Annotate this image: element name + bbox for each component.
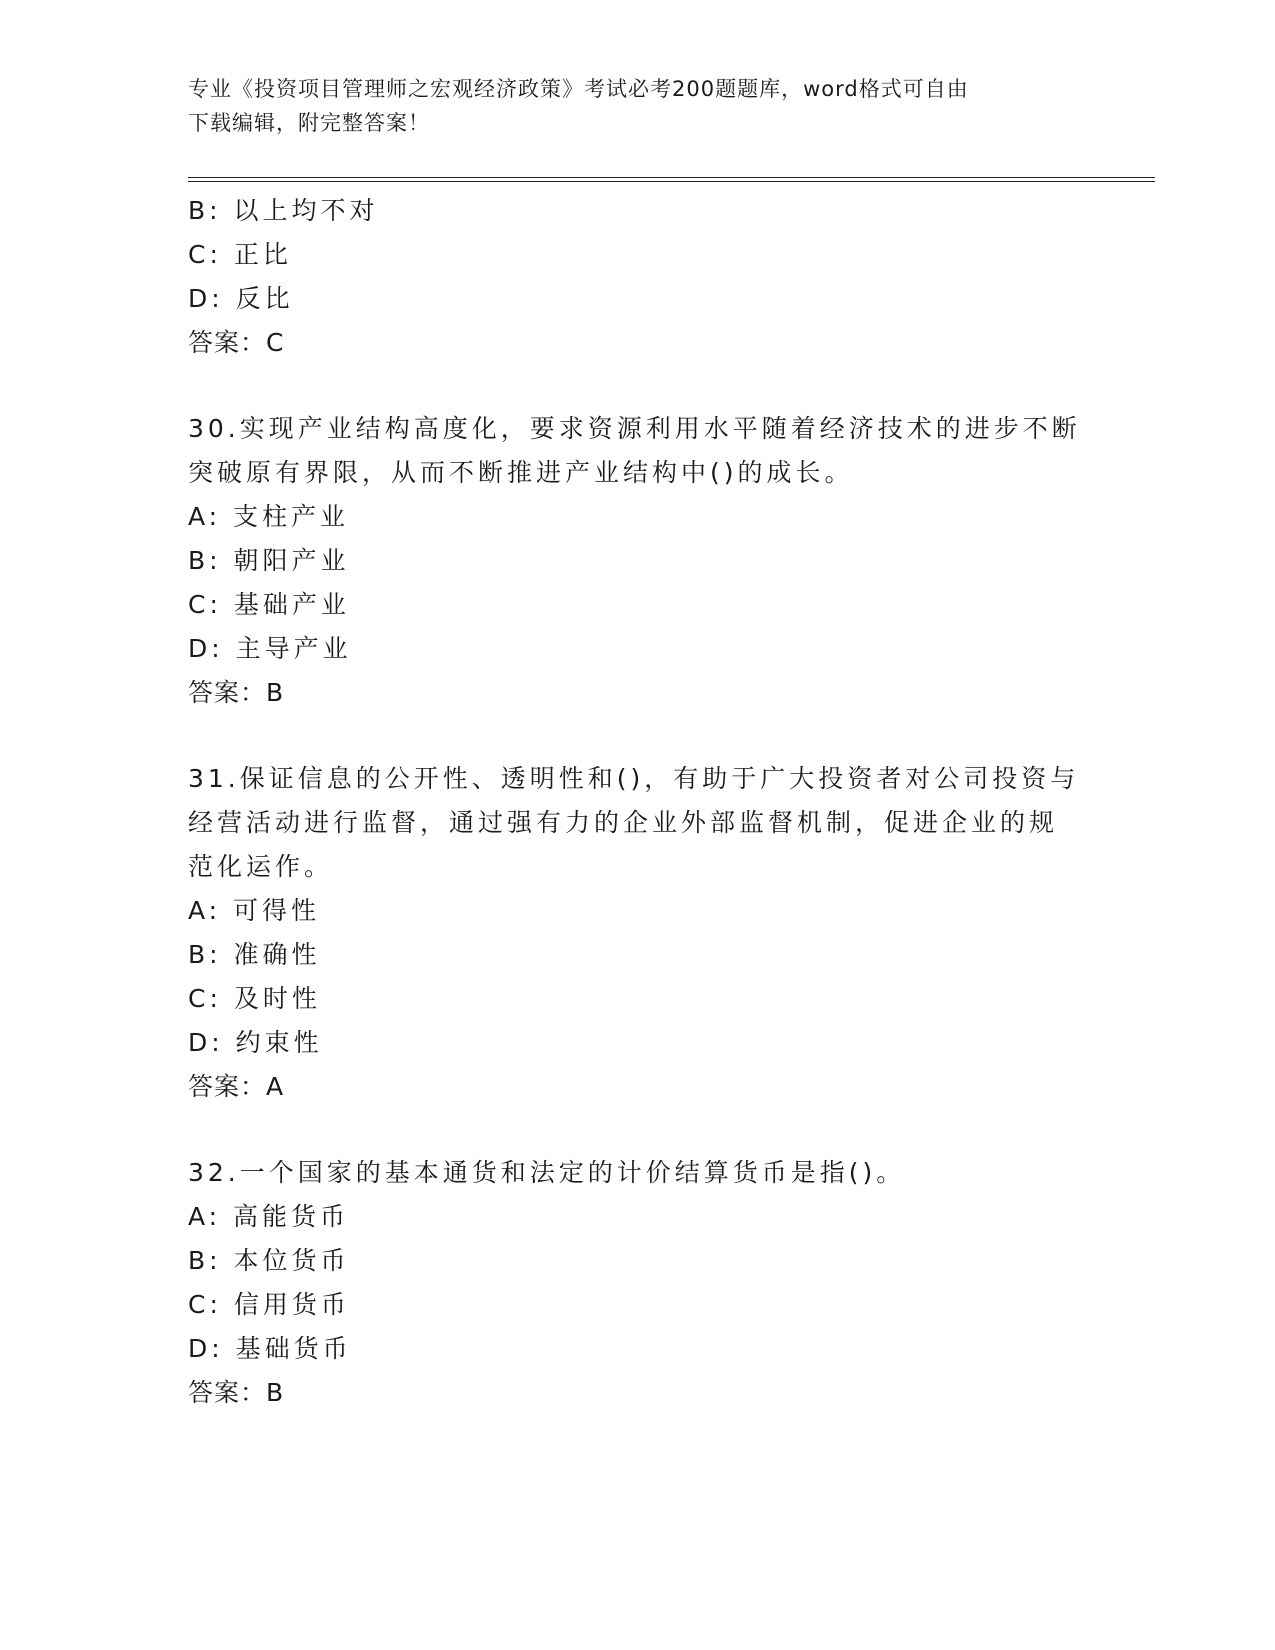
q32-option-c: C: 信用货币	[188, 1290, 350, 1319]
q32-option-d: D: 基础货币	[188, 1334, 352, 1363]
q31-option-d: D: 约束性	[188, 1028, 323, 1057]
q30-option-d: D: 主导产业	[188, 634, 352, 663]
document-header	[188, 72, 1088, 140]
q30-option-c: C: 基础产业	[188, 590, 350, 619]
q30-stem-line-1: 30.实现产业结构高度化，要求资源利用水平随着经济技术的进步不断	[188, 414, 1081, 443]
q32-stem-line-1: 32.一个国家的基本通货和法定的计价结算货币是指()。	[188, 1158, 906, 1187]
q32-answer: 答案：B	[188, 1378, 285, 1407]
q29-option-c: C: 正比	[188, 240, 292, 269]
q29-option-b: B: 以上均不对	[188, 196, 379, 225]
q30-option-b: B: 朝阳产业	[188, 546, 350, 575]
q29-answer: 答案：C	[188, 328, 285, 357]
q32-option-b: B: 本位货币	[188, 1246, 350, 1275]
header-divider-top	[188, 177, 1155, 178]
q31-stem-line-3: 范化运作。	[188, 852, 334, 881]
q30-stem-line-2: 突破原有界限，从而不断推进产业结构中()的成长。	[188, 458, 854, 487]
q30-answer: 答案：B	[188, 678, 285, 707]
q29-option-d: D: 反比	[188, 284, 294, 313]
q31-option-b: B: 准确性	[188, 940, 321, 969]
header-line-1: 专业《投资项目管理师之宏观经济政策》考试必考200题题库，word格式可自由	[188, 77, 969, 101]
q31-stem-line-1: 31.保证信息的公开性、透明性和()，有助于广大投资者对公司投资与	[188, 764, 1080, 793]
q31-option-a: A: 可得性	[188, 896, 321, 925]
q31-option-c: C: 及时性	[188, 984, 321, 1013]
q31-stem-line-2: 经营活动进行监督，通过强有力的企业外部监督机制，促进企业的规	[188, 808, 1059, 837]
header-divider-bottom	[188, 181, 1155, 182]
q30-option-a: A: 支柱产业	[188, 502, 350, 531]
q32-option-a: A: 高能货币	[188, 1202, 350, 1231]
q31-answer: 答案：A	[188, 1072, 285, 1101]
header-line-2: 下载编辑，附完整答案！	[188, 111, 430, 135]
